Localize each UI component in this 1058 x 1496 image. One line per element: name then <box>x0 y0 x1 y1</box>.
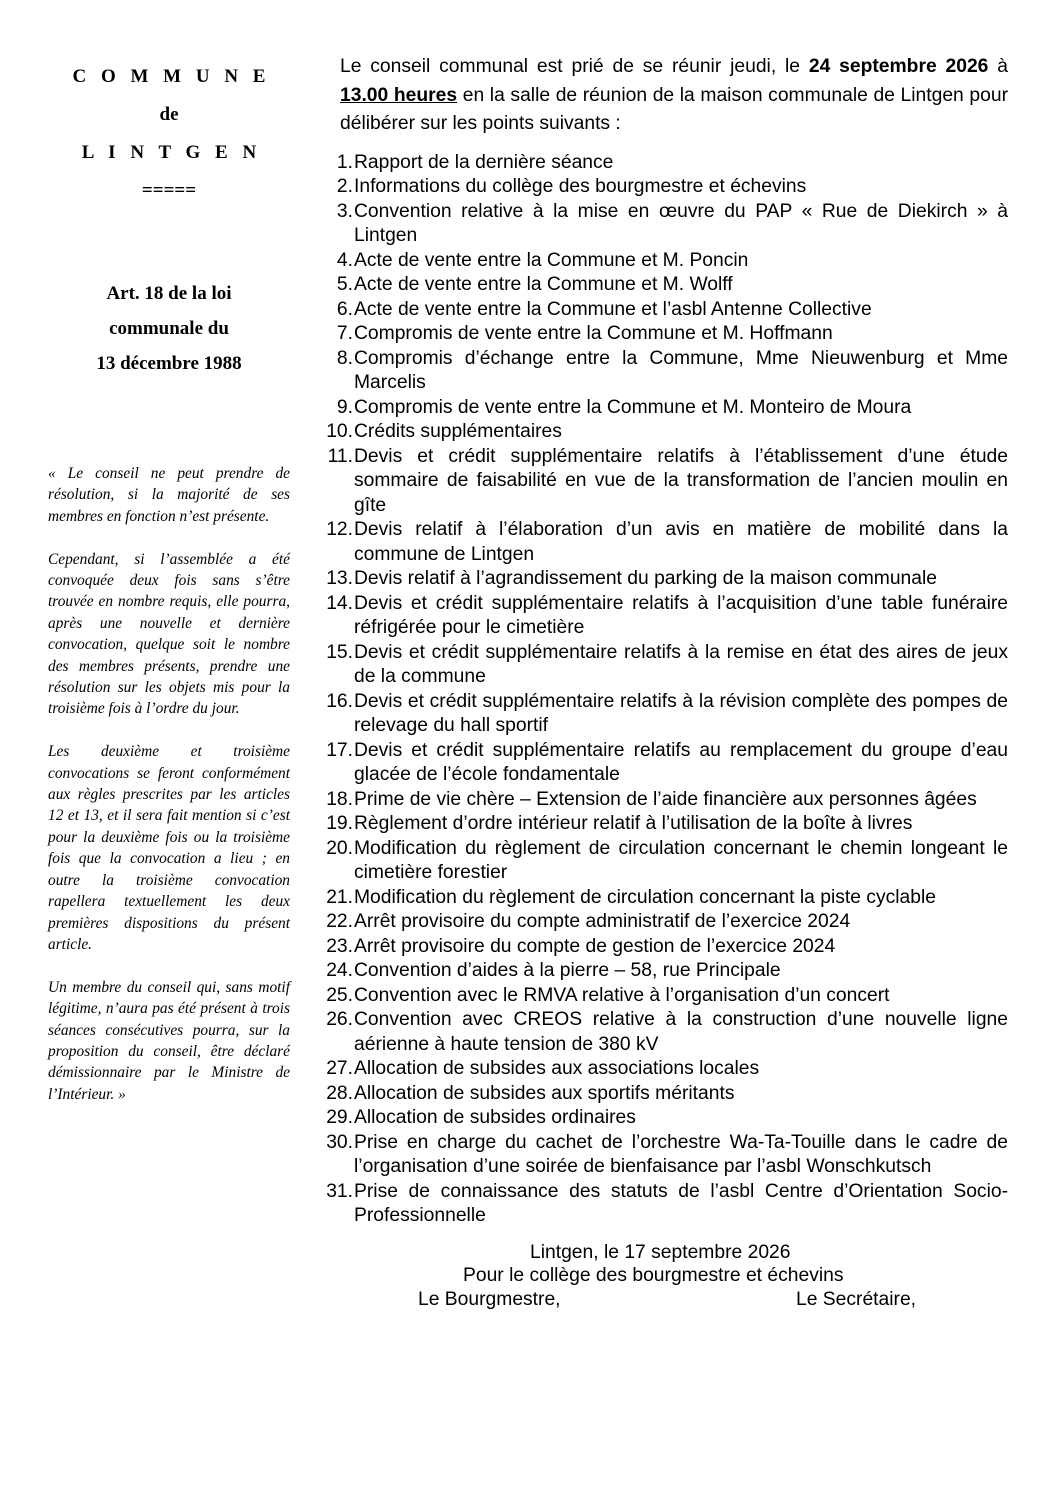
secretary-label: Le Secrétaire, <box>796 1288 917 1310</box>
agenda-item <box>326 567 1008 592</box>
quote-paragraph-2: Cependant, si l’assemblée a été convoquée deux fois sans s’être trouvée en nombre requis, elle pourra, après une nouvelle et dernière convocation, quelque soit le nombre des membres présents, prendre une résolution sur les objets mis pour la troisième fois à l’ordre du jour. <box>48 550 290 718</box>
agenda-item <box>326 347 1008 396</box>
right-column <box>326 53 1008 1321</box>
agenda-item <box>326 690 1008 739</box>
agenda-item <box>326 910 1008 935</box>
agenda-item-number: 25. <box>326 984 353 1006</box>
agenda-item-text: Acte de vente entre la Commune et l’asbl Antenne Collective <box>354 298 872 320</box>
agenda-item <box>326 1180 1008 1229</box>
agenda-item-text: Devis et crédit supplémentaire relatifs à l’établissement d’une étude sommaire de faisabilité en vue de la transformation de l’ancien moulin en gîte <box>354 445 1008 516</box>
agenda-item <box>326 1131 1008 1180</box>
agenda-item-number: 6. <box>336 298 353 320</box>
intro-text-1: Le conseil communal est prié de se réunir jeudi, le <box>340 56 809 77</box>
agenda-item-text: Prime de vie chère – Extension de l’aide financière aux personnes âgées <box>354 788 977 810</box>
mayor-label: Le Bourgmestre, <box>418 1288 561 1310</box>
agenda-item-text: Devis et crédit supplémentaire relatifs à la remise en état des aires de jeux de la commune <box>354 641 1008 687</box>
meeting-time: 13.00 heures <box>340 84 458 106</box>
agenda-item-number: 13. <box>326 568 353 589</box>
agenda-item <box>326 935 1008 960</box>
law-article-line-3: 13 décembre 1988 <box>96 353 242 374</box>
agenda-item-text: Acte de vente entre la Commune et M. Wolff <box>354 274 733 295</box>
agenda-item-number: 2. <box>336 176 353 197</box>
quote-paragraph-3: Les deuxième et troisième convocations se feront conformément aux règles prescrites par les articles 12 et 13, et il sera fait mention si c’est pour la deuxième fois ou la troisième fois que la convocation a lieu ; en outre la troisième convocation rapellera textuellement les deux premières dispositions du présent article. <box>48 743 290 953</box>
agenda-item-text: Convention d’aides à la pierre – 58, rue Principale <box>354 960 781 981</box>
agenda-item-text: Convention avec CREOS relative à la construction d’une nouvelle ligne aérienne à haute tension de 380 kV <box>354 1009 1008 1055</box>
agenda-item-number: 20. <box>326 837 353 859</box>
agenda-item-text: Allocation de subsides ordinaires <box>354 1107 636 1128</box>
agenda-item-text: Compromis de vente entre la Commune et M. Monteiro de Moura <box>354 396 912 418</box>
agenda-item-number: 19. <box>326 813 353 834</box>
agenda-item-number: 26. <box>326 1009 353 1030</box>
law-article-quote <box>48 463 290 1105</box>
agenda-item-text: Règlement d’ordre intérieur relatif à l’utilisation de la boîte à livres <box>354 813 913 834</box>
intro-text-2: à <box>988 56 1008 77</box>
agenda-item-text: Convention avec le RMVA relative à l’organisation d’un concert <box>354 984 890 1006</box>
law-article-line-2: communale du <box>109 318 229 339</box>
agenda-item <box>326 322 1008 347</box>
agenda-item <box>326 984 1008 1009</box>
commune-name: L I N T G E N <box>81 142 262 163</box>
agenda-item <box>326 175 1008 200</box>
agenda-item-number: 23. <box>326 935 353 957</box>
agenda-item <box>326 1057 1008 1082</box>
agenda-item-number: 22. <box>326 911 353 932</box>
agenda-item-number: 9. <box>336 396 353 418</box>
agenda-item <box>326 1082 1008 1107</box>
quote-paragraph-1: « Le conseil ne peut prendre de résolution, si la majorité de ses membres en fonction n’est présente. <box>48 465 290 525</box>
agenda-item-text: Compromis d’échange entre la Commune, Mme Nieuwenburg et Mme Marcelis <box>354 347 1008 393</box>
agenda-item-text: Arrêt provisoire du compte de gestion de l’exercice 2024 <box>354 935 836 957</box>
agenda-item-text: Rapport de la dernière séance <box>354 151 614 173</box>
agenda-item <box>326 200 1008 249</box>
agenda-item <box>326 273 1008 298</box>
meeting-date: 24 septembre 2026 <box>808 56 989 77</box>
agenda-item-number: 17. <box>326 739 353 761</box>
agenda-item-text: Devis et crédit supplémentaire relatifs à la révision complète des pompes de relevage du hall sportif <box>354 690 1008 736</box>
agenda-item <box>326 812 1008 837</box>
intro-text-3: en la salle de réunion de la maison communale de Lintgen pour délibérer sur les points suivants : <box>340 84 1008 134</box>
agenda-item-text: Modification du règlement de circulation concernant le chemin longeant le cimetière forestier <box>354 837 1008 883</box>
agenda-item-text: Allocation de subsides aux associations locales <box>354 1058 760 1079</box>
agenda-item-text: Allocation de subsides aux sportifs méritants <box>354 1082 735 1104</box>
agenda-item-text: Informations du collège des bourgmestre et échevins <box>354 176 807 197</box>
commune-heading <box>48 58 290 210</box>
agenda-item-number: 16. <box>326 690 353 712</box>
agenda-item-number: 11. <box>327 445 353 467</box>
agenda-item-text: Acte de vente entre la Commune et M. Poncin <box>354 249 749 271</box>
agenda-item-number: 4. <box>336 249 353 271</box>
agenda-item-number: 10. <box>326 421 353 442</box>
agenda-item-text: Devis et crédit supplémentaire relatifs au remplacement du groupe d’eau glacée de l’école fondamentale <box>354 739 1008 785</box>
agenda-item <box>326 420 1008 445</box>
agenda-item-text: Modification du règlement de circulation concernant la piste cyclable <box>354 886 936 908</box>
agenda-item-number: 14. <box>326 592 353 614</box>
agenda-item-number: 8. <box>336 347 353 369</box>
agenda-item-text: Devis et crédit supplémentaire relatifs à l’acquisition d’une table funéraire réfrigérée pour le cimetière <box>354 592 1008 638</box>
agenda-list <box>326 151 1008 1229</box>
agenda-item-text: Devis relatif à l’élaboration d’un avis en matière de mobilité dans la commune de Lintgen <box>354 519 1008 565</box>
agenda-item-text: Compromis de vente entre la Commune et M. Hoffmann <box>354 323 833 344</box>
agenda-item <box>326 396 1008 421</box>
agenda-item-text: Crédits supplémentaires <box>354 421 562 442</box>
commune-de: de <box>159 104 179 125</box>
convocation-intro <box>340 53 1008 139</box>
agenda-item-number: 21. <box>326 886 353 908</box>
signature-block <box>326 1241 1008 1321</box>
law-article-title <box>48 276 290 381</box>
college-line: Pour le collège des bourgmestre et échevins <box>463 1264 844 1286</box>
agenda-item <box>326 518 1008 567</box>
agenda-item <box>326 1008 1008 1057</box>
agenda-item-text: Arrêt provisoire du compte administratif de l’exercice 2024 <box>354 911 851 932</box>
agenda-item-text: Prise de connaissance des statuts de l’asbl Centre d’Orientation Socio-Professionnelle <box>354 1180 1008 1226</box>
agenda-item <box>326 837 1008 886</box>
agenda-item <box>326 739 1008 788</box>
agenda-item <box>326 298 1008 323</box>
agenda-item <box>326 959 1008 984</box>
agenda-item-number: 29. <box>326 1107 353 1128</box>
agenda-item-text: Devis relatif à l’agrandissement du parking de la maison communale <box>354 568 938 589</box>
agenda-item-number: 3. <box>336 200 353 222</box>
agenda-item <box>326 886 1008 911</box>
place-date: Lintgen, le 17 septembre 2026 <box>530 1241 791 1263</box>
commune-title: C O M M U N E <box>72 66 271 87</box>
quote-paragraph-4: Un membre du conseil qui, sans motif légitime, n’aura pas été présent à trois séances consécutives pourra, sur la proposition du conseil, être déclaré démissionnaire par le Ministre de l’Intérieur. » <box>48 978 290 1103</box>
agenda-item-number: 30. <box>326 1131 353 1153</box>
agenda-item-number: 27. <box>326 1058 353 1079</box>
agenda-item <box>326 788 1008 813</box>
agenda-item-number: 1. <box>336 151 353 173</box>
agenda-item-number: 7. <box>336 323 353 344</box>
agenda-item-number: 31. <box>326 1180 353 1202</box>
agenda-item <box>326 641 1008 690</box>
agenda-item <box>326 445 1008 519</box>
agenda-item <box>326 151 1008 176</box>
law-article-line-1: Art. 18 de la loi <box>106 283 232 304</box>
left-column <box>48 58 290 1105</box>
agenda-item-number: 18. <box>326 788 353 810</box>
agenda-item-number: 24. <box>326 960 353 981</box>
agenda-item-number: 28. <box>326 1082 353 1104</box>
heading-separator: ===== <box>141 180 197 201</box>
agenda-item <box>326 592 1008 641</box>
agenda-item-text: Prise en charge du cachet de l’orchestre Wa-Ta-Touille dans le cadre de l’organisation d’une soirée de bienfaisance par l’asbl Wonschkutsch <box>354 1131 1008 1177</box>
agenda-item <box>326 1106 1008 1131</box>
agenda-item <box>326 249 1008 274</box>
agenda-item-number: 5. <box>336 274 353 295</box>
agenda-item-number: 15. <box>326 641 353 663</box>
agenda-item-number: 12. <box>326 519 353 540</box>
agenda-item-text: Convention relative à la mise en œuvre du PAP « Rue de Diekirch » à Lintgen <box>354 200 1008 246</box>
